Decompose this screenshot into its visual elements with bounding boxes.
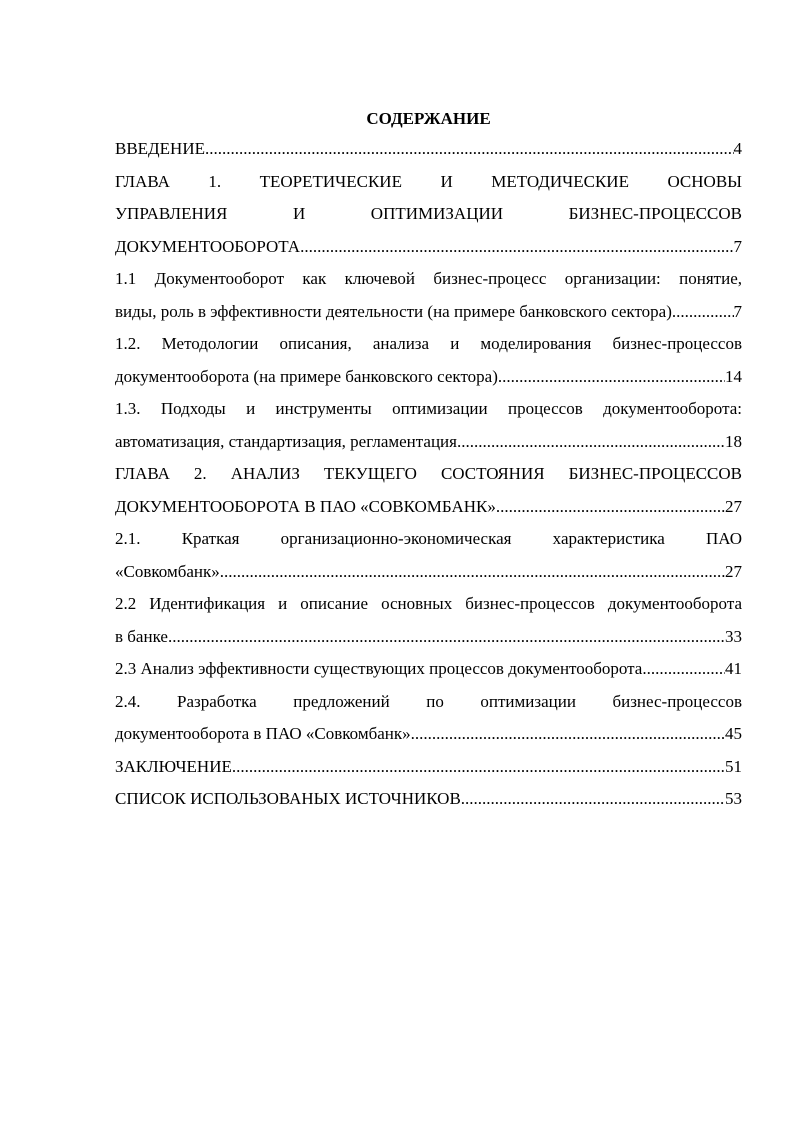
toc-page-number: 41 — [725, 659, 742, 678]
toc-entry-leader-line — [115, 653, 742, 686]
toc-entry-text: документооборота (на примере банковского сектора) — [115, 366, 498, 386]
toc-page-number: 7 — [733, 301, 742, 321]
toc-entry-line: 1.2. Методологии описания, анализа и моделирования бизнес-процессов — [115, 334, 742, 353]
toc-entry[interactable] — [115, 653, 742, 686]
toc-entry-line: 2.4. Разработка предложений по оптимизации бизнес-процессов — [115, 691, 742, 711]
toc-entry-leader-line — [115, 556, 742, 589]
dot-leader — [642, 653, 725, 686]
dot-leader — [496, 491, 725, 524]
toc-entry-leader-line — [115, 296, 742, 329]
toc-entry-text: СПИСОК ИСПОЛЬЗОВАНЫХ ИСТОЧНИКОВ — [115, 789, 461, 808]
toc-entry-text: ДОКУМЕНТООБОРОТА В ПАО «СОВКОМБАНК» — [115, 496, 496, 516]
toc-page-number: 4 — [733, 139, 742, 158]
dot-leader — [232, 751, 725, 784]
toc-entry-leader-line — [115, 783, 742, 816]
toc-entry-line: ГЛАВА 1. ТЕОРЕТИЧЕСКИЕ И МЕТОДИЧЕСКИЕ ОСНОВЫ — [115, 171, 742, 191]
toc-entry-line: 1.1 Документооборот как ключевой бизнес-процесс организации: понятие, — [115, 269, 742, 288]
toc-entry[interactable] — [115, 263, 742, 328]
toc-entry-text: документооборота в ПАО «Совкомбанк» — [115, 724, 411, 743]
toc-entry[interactable] — [115, 458, 742, 523]
toc-page-number: 27 — [725, 496, 742, 516]
toc-page-number: 14 — [725, 366, 742, 386]
toc-page-number: 27 — [725, 561, 742, 581]
toc-page-number: 18 — [725, 431, 742, 451]
dot-leader — [461, 783, 725, 816]
toc-entry[interactable] — [115, 751, 742, 784]
toc-entry-text: ЗАКЛЮЧЕНИЕ — [115, 756, 232, 776]
toc-title: СОДЕРЖАНИЕ — [366, 109, 491, 128]
toc-entry-text: в банке — [115, 626, 168, 646]
toc-page-number: 7 — [733, 236, 742, 256]
toc-entry[interactable] — [115, 328, 742, 393]
toc-entry-line: ГЛАВА 2. АНАЛИЗ ТЕКУЩЕГО СОСТОЯНИЯ БИЗНЕС-ПРОЦЕССОВ — [115, 464, 742, 483]
toc-entry-text: «Совкомбанк» — [115, 561, 220, 581]
toc-entry-text: виды, роль в эффективности деятельности (на примере банковского сектора) — [115, 301, 672, 321]
toc-entry-line: 1.3. Подходы и инструменты оптимизации процессов документооборота: — [115, 399, 742, 418]
toc-page-number: 33 — [725, 626, 742, 646]
toc-entry[interactable] — [115, 588, 742, 653]
toc-page-number: 51 — [725, 756, 742, 776]
toc-entry-text: ВВЕДЕНИЕ — [115, 139, 205, 158]
toc-entry-text: 2.3 Анализ эффективности существующих процессов документооборота — [115, 659, 643, 678]
toc-entry[interactable] — [115, 783, 742, 816]
toc-entry-line: 2.2 Идентификация и описание основных бизнес-процессов документооборота — [115, 594, 742, 613]
toc-entry-leader-line — [115, 751, 742, 784]
toc-entry-leader-line — [115, 491, 742, 524]
dot-leader — [300, 231, 733, 264]
toc-entry-leader-line — [115, 621, 742, 654]
toc-entry[interactable] — [115, 686, 742, 751]
dot-leader — [205, 133, 734, 166]
dot-leader — [457, 426, 725, 459]
toc-entry-leader-line — [115, 361, 742, 394]
toc-entry-text: ДОКУМЕНТООБОРОТА — [115, 236, 301, 256]
toc-entry-leader-line — [115, 231, 742, 264]
toc-page-number: 53 — [725, 789, 742, 808]
toc-page-number: 45 — [725, 724, 742, 743]
toc-entry[interactable] — [115, 393, 742, 458]
toc-entry-leader-line — [115, 718, 742, 751]
toc-entry[interactable] — [115, 133, 742, 166]
toc-entry[interactable] — [115, 523, 742, 588]
document-page — [115, 107, 742, 816]
dot-leader — [168, 621, 725, 654]
toc-entry-leader-line — [115, 133, 742, 166]
dot-leader — [498, 361, 725, 394]
dot-leader — [220, 556, 725, 589]
dot-leader — [672, 296, 734, 329]
dot-leader — [411, 718, 725, 751]
toc-entry-leader-line — [115, 426, 742, 459]
toc-entry-line: 2.1. Краткая организационно-экономическая характеристика ПАО — [115, 529, 742, 548]
toc-entry[interactable] — [115, 166, 742, 264]
toc-entry-line: УПРАВЛЕНИЯ И ОПТИМИЗАЦИИ БИЗНЕС-ПРОЦЕССОВ — [115, 204, 742, 223]
table-of-contents — [115, 133, 742, 816]
toc-entry-text: автоматизация, стандартизация, регламентация — [115, 431, 457, 451]
